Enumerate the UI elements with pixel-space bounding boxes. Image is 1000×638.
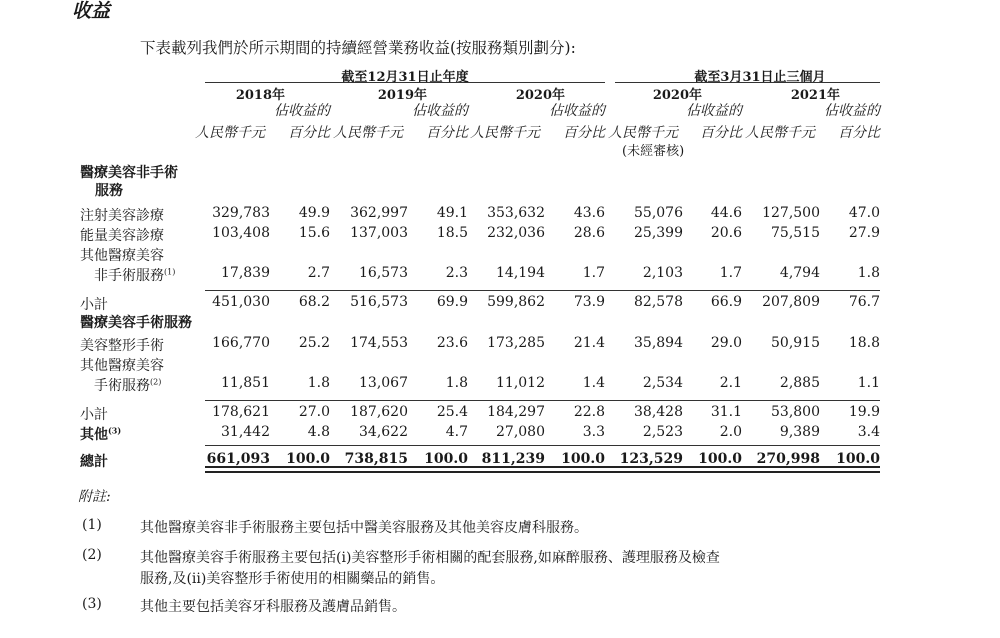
- row-label: [80, 424, 121, 444]
- cell-percentage: 100.0: [698, 451, 742, 467]
- pct-header-bottom-4: 百分比: [700, 125, 742, 141]
- row-label-text: 手術服務: [94, 378, 150, 394]
- footnote-ref: (1): [164, 267, 176, 277]
- cell-amount: 13,067: [359, 375, 408, 391]
- cell-percentage: 23.6: [436, 335, 468, 351]
- cell-percentage: 18.5: [436, 225, 468, 241]
- row-label-line2: [94, 375, 161, 395]
- footnote-ref: (3): [108, 425, 122, 436]
- cell-percentage: 76.7: [848, 294, 880, 310]
- cell-percentage: 1.8: [857, 265, 880, 281]
- cell-percentage: 2.7: [307, 265, 330, 281]
- cell-percentage: 28.6: [573, 225, 605, 241]
- cell-percentage: 25.2: [298, 335, 330, 351]
- cell-amount: 232,036: [487, 225, 545, 241]
- footnote-ref: (2): [150, 377, 162, 387]
- cell-percentage: 20.6: [710, 225, 742, 241]
- row-label-text: 注射美容診療: [80, 208, 164, 224]
- section-title: 收益: [72, 0, 111, 22]
- intro-text: 下表載列我們於所示期間的持續經營業務收益(按服務類別劃分):: [140, 39, 576, 57]
- year-header-1: 2018年: [235, 88, 285, 103]
- year-header-5: 2021年: [790, 88, 840, 103]
- cell-amount: 34,622: [359, 424, 408, 440]
- cell-percentage: 66.9: [710, 294, 742, 310]
- cell-amount: 2,534: [642, 375, 683, 391]
- pct-header-bottom-2: 百分比: [426, 125, 468, 141]
- row-label-text: 非手術服務: [94, 268, 164, 284]
- cell-percentage: 100.0: [286, 451, 330, 467]
- cell-amount: 38,428: [634, 404, 683, 420]
- cell-amount: 27,080: [496, 424, 545, 440]
- row-label-line2: [94, 265, 175, 285]
- cell-amount: 599,862: [487, 294, 545, 310]
- cell-percentage: 73.9: [573, 294, 605, 310]
- cell-amount: 55,076: [634, 205, 683, 221]
- cell-percentage: 31.1: [710, 404, 742, 420]
- subtotal-rule-1: [205, 290, 880, 291]
- year-header-4: 2020年: [652, 88, 702, 103]
- cell-amount: 11,012: [496, 375, 545, 391]
- row-label-text: 能量美容診療: [80, 228, 164, 244]
- total-rule-top: [205, 445, 880, 446]
- note-3-num: (3): [82, 596, 102, 612]
- row-label: [80, 205, 164, 225]
- cell-amount: 14,194: [496, 265, 545, 281]
- cell-percentage: 4.7: [445, 424, 468, 440]
- cell-amount: 17,839: [221, 265, 270, 281]
- rmb-header-1: 人民幣千元: [195, 125, 265, 141]
- row-label-line1: 其他醫療美容: [80, 358, 164, 374]
- section-non-surgical-1: 醫療美容非手術: [80, 165, 178, 181]
- cell-percentage: 27.0: [298, 404, 330, 420]
- cell-percentage: 1.8: [445, 375, 468, 391]
- row-label-text: 總計: [80, 454, 108, 470]
- cell-amount: 50,915: [771, 335, 820, 351]
- cell-percentage: 1.1: [857, 375, 880, 391]
- row-label: [80, 335, 164, 355]
- pct-header-bottom-3: 百分比: [563, 125, 605, 141]
- cell-amount: 451,030: [212, 294, 270, 310]
- cell-amount: 174,553: [350, 335, 408, 351]
- cell-percentage: 1.4: [582, 375, 605, 391]
- row-label: [80, 225, 164, 245]
- cell-percentage: 27.9: [848, 225, 880, 241]
- group-rule-mar: [615, 82, 880, 83]
- cell-amount: 362,997: [350, 205, 408, 221]
- cell-percentage: 2.1: [719, 375, 742, 391]
- note-3-text: 其他主要包括美容牙科服務及護膚品銷售。: [140, 599, 406, 615]
- year-header-3: 2020年: [515, 88, 565, 103]
- row-label: [80, 451, 108, 471]
- cell-amount: 16,573: [359, 265, 408, 281]
- cell-percentage: 4.8: [307, 424, 330, 440]
- cell-amount: 184,297: [487, 404, 545, 420]
- row-label-text: 小計: [80, 297, 108, 313]
- total-rule-double-1: [205, 466, 880, 468]
- cell-amount: 187,620: [350, 404, 408, 420]
- cell-amount: 31,442: [221, 424, 270, 440]
- pct-header-top-4: 佔收益的: [686, 103, 742, 119]
- pct-header-top-1: 佔收益的: [274, 103, 330, 119]
- cell-percentage: 19.9: [848, 404, 880, 420]
- cell-amount: 178,621: [212, 404, 270, 420]
- cell-percentage: 49.1: [436, 205, 468, 221]
- cell-amount: 738,815: [344, 451, 408, 467]
- cell-amount: 9,389: [779, 424, 820, 440]
- rmb-header-5: 人民幣千元: [745, 125, 815, 141]
- group-rule-dec: [205, 82, 605, 83]
- group-header-mar: 截至3月31日止三個月: [694, 70, 826, 85]
- cell-amount: 811,239: [481, 451, 545, 467]
- note-2-num: (2): [82, 547, 102, 563]
- rmb-header-4: 人民幣千元: [608, 125, 678, 141]
- cell-percentage: 44.6: [710, 205, 742, 221]
- cell-percentage: 49.9: [298, 205, 330, 221]
- cell-percentage: 3.4: [857, 424, 880, 440]
- note-1-num: (1): [82, 517, 102, 533]
- cell-percentage: 68.2: [298, 294, 330, 310]
- note-1-text: 其他醫療美容非手術服務主要包括中醫美容服務及其他美容皮膚科服務。: [140, 520, 588, 536]
- section-non-surgical-2: 服務: [95, 183, 123, 199]
- cell-percentage: 18.8: [848, 335, 880, 351]
- cell-amount: 2,523: [642, 424, 683, 440]
- row-label-text: 美容整形手術: [80, 338, 164, 354]
- cell-amount: 35,894: [634, 335, 683, 351]
- row-label-text: 其他: [80, 427, 108, 443]
- cell-percentage: 21.4: [573, 335, 605, 351]
- cell-amount: 53,800: [771, 404, 820, 420]
- cell-amount: 82,578: [634, 294, 683, 310]
- cell-amount: 353,632: [487, 205, 545, 221]
- cell-percentage: 69.9: [436, 294, 468, 310]
- note-2-text-line2: 服務,及(ii)美容整形手術使用的相關藥品的銷售。: [140, 571, 445, 587]
- cell-amount: 103,408: [212, 225, 270, 241]
- section-surgical: 醫療美容手術服務: [80, 315, 192, 331]
- rmb-header-2: 人民幣千元: [333, 125, 403, 141]
- row-label-text: 小計: [80, 407, 108, 423]
- cell-amount: 207,809: [762, 294, 820, 310]
- row-label: [80, 404, 108, 424]
- year-header-2: 2019年: [377, 88, 427, 103]
- cell-amount: 137,003: [350, 225, 408, 241]
- cell-percentage: 100.0: [424, 451, 468, 467]
- pct-header-top-2: 佔收益的: [412, 103, 468, 119]
- cell-percentage: 25.4: [436, 404, 468, 420]
- unaudited-note: (未經審核): [622, 144, 685, 159]
- cell-amount: 11,851: [221, 375, 270, 391]
- cell-percentage: 2.0: [719, 424, 742, 440]
- pct-header-bottom-5: 百分比: [838, 125, 880, 141]
- cell-percentage: 1.7: [582, 265, 605, 281]
- cell-amount: 2,103: [642, 265, 683, 281]
- cell-percentage: 15.6: [298, 225, 330, 241]
- cell-percentage: 22.8: [573, 404, 605, 420]
- cell-percentage: 43.6: [573, 205, 605, 221]
- cell-percentage: 1.7: [719, 265, 742, 281]
- cell-amount: 270,998: [756, 451, 820, 467]
- cell-amount: 173,285: [487, 335, 545, 351]
- rmb-header-3: 人民幣千元: [470, 125, 540, 141]
- cell-amount: 4,794: [779, 265, 820, 281]
- cell-amount: 2,885: [779, 375, 820, 391]
- cell-amount: 75,515: [771, 225, 820, 241]
- row-label: [80, 294, 108, 314]
- cell-amount: 166,770: [212, 335, 270, 351]
- cell-amount: 661,093: [206, 451, 270, 467]
- cell-amount: 25,399: [634, 225, 683, 241]
- cell-amount: 329,783: [212, 205, 270, 221]
- cell-percentage: 3.3: [582, 424, 605, 440]
- cell-percentage: 2.3: [445, 265, 468, 281]
- cell-percentage: 100.0: [561, 451, 605, 467]
- notes-title: 附註:: [78, 489, 111, 505]
- pct-header-top-5: 佔收益的: [824, 103, 880, 119]
- row-label-line1: 其他醫療美容: [80, 248, 164, 264]
- cell-amount: 127,500: [762, 205, 820, 221]
- pct-header-bottom-1: 百分比: [288, 125, 330, 141]
- group-header-dec: 截至12月31日止年度: [341, 70, 469, 85]
- note-2-text-line1: 其他醫療美容手術服務主要包括(i)美容整形手術相關的配套服務,如麻醉服務、護理服務及檢查: [140, 550, 720, 566]
- cell-amount: 516,573: [350, 294, 408, 310]
- subtotal-rule-2: [205, 400, 880, 401]
- cell-amount: 123,529: [619, 451, 683, 467]
- cell-percentage: 1.8: [307, 375, 330, 391]
- cell-percentage: 100.0: [836, 451, 880, 467]
- cell-percentage: 47.0: [848, 205, 880, 221]
- pct-header-top-3: 佔收益的: [549, 103, 605, 119]
- total-rule-double-2: [205, 471, 880, 473]
- cell-percentage: 29.0: [710, 335, 742, 351]
